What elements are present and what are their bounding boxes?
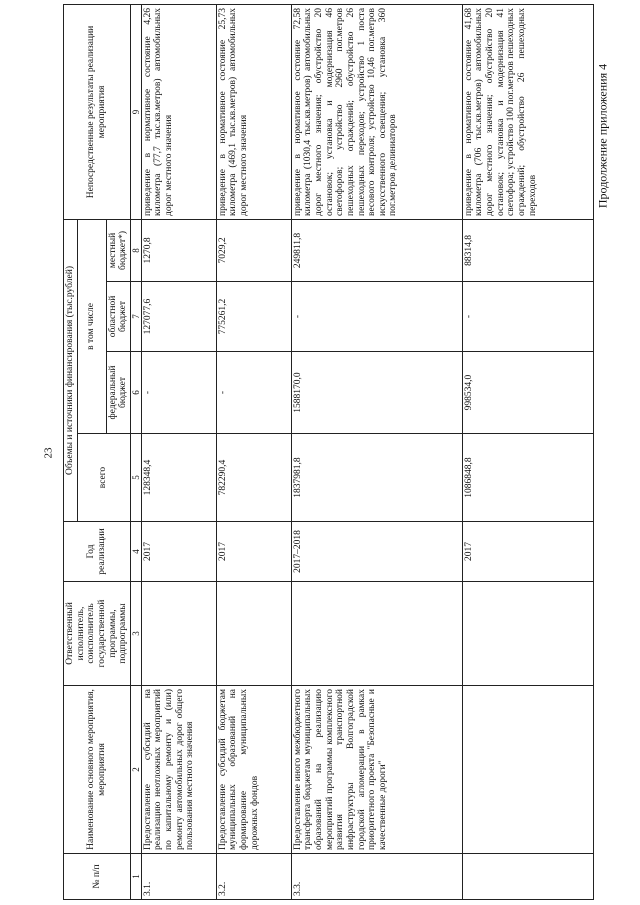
row-regional: 775261,2 (216, 282, 291, 352)
header-federal: федеральный бюджет (106, 352, 130, 434)
col-number: 2 (130, 686, 141, 854)
col-number: 1 (130, 854, 141, 900)
row-federal: - (141, 352, 216, 434)
row-year: 2017 (141, 522, 216, 582)
row-total: 1837981,8 (291, 434, 462, 522)
row-responsible (291, 582, 462, 686)
row-name (462, 686, 593, 854)
col-number: 5 (130, 434, 141, 522)
row-total: 1086848,8 (462, 434, 593, 522)
row-federal: 1588170,0 (291, 352, 462, 434)
row-name: Предоставление иного межбюджетного трансферта бюджетам муниципальных образований на реализацию мероприятий программы комплексного развития транспортной инфраструктуры Волгоградской городской агломерации в рамках приоритетного проекта "Безопасные и качественные дороги" (291, 686, 462, 854)
table-row (141, 4, 216, 899)
col-number: 8 (130, 219, 141, 281)
row-regional: 127077,6 (141, 282, 216, 352)
header-responsible: Ответственный исполнитель, соисполнитель государственной программы, подпрограммы (64, 582, 131, 686)
row-responsible (216, 582, 291, 686)
row-responsible (141, 582, 216, 686)
financing-table (63, 4, 594, 900)
header-including: в том числе (77, 219, 106, 433)
row-number: 3.1. (141, 854, 216, 900)
row-federal: 998534,0 (462, 352, 593, 434)
row-name: Предоставление субсидий на реализацию неотложных мероприятий по капитальному ремонту и (или) ремонту автомобильных дорог общего пользования местного значения (141, 686, 216, 854)
row-local: 1270,8 (141, 219, 216, 281)
page-number-text: 23 (42, 447, 54, 458)
row-name: Предоставление субсидий бюджетам муниципальных образований на формирование муниципальных дорожных фондов (216, 686, 291, 854)
header-year: Год реализации (64, 522, 131, 582)
row-results: приведение в нормативное состояние 25,73 километра (469,1 тыс.кв.метров) автомобильных дорог местного значения (216, 4, 291, 219)
row-total: 782290,4 (216, 434, 291, 522)
continuation-title-text: Продолжение приложения 4 (595, 63, 610, 209)
row-local: 7029,2 (216, 219, 291, 281)
row-regional: - (462, 282, 593, 352)
col-number: 3 (130, 582, 141, 686)
row-local: 249811,8 (291, 219, 462, 281)
row-results: приведение в нормативное состояние 4,26 километра (77,7 тыс.кв.метров) автомобильных дорог местного значения (141, 4, 216, 219)
row-federal: - (216, 352, 291, 434)
col-number: 7 (130, 282, 141, 352)
row-number (462, 854, 593, 900)
header-local: местный бюджет*) (106, 219, 130, 281)
header-total: всего (77, 434, 130, 522)
header-regional: областной бюджет (106, 282, 130, 352)
table-container (63, 5, 587, 900)
row-number: 3.2. (216, 854, 291, 900)
rotated-table-wrapper (63, 5, 587, 900)
column-numbers-row (130, 4, 141, 899)
row-responsible (462, 582, 593, 686)
row-year: 2017–2018 (291, 522, 462, 582)
page-number (37, 0, 59, 905)
row-year: 2017 (216, 522, 291, 582)
table-row (291, 4, 462, 899)
table-row (462, 4, 593, 899)
row-total: 128348,4 (141, 434, 216, 522)
header-name: Наименование основного мероприятия, мероприятия (64, 686, 131, 854)
row-results: приведение в нормативное состояние 72,58 километра (1030,4 тыс.кв.метров) автомобильных дорог местного значения; обустройство 20 остановок; установка и модернизация 46 светофоров; устройство 2960 пог.метров пешеходных ограждений; обустройство 26 пешеходных переходов; устройство 1 поста весового контроля; устройство 10,46 пог.метров искусственного освещения; установка 360 пог.метров делиниаторов (291, 4, 462, 219)
col-number: 4 (130, 522, 141, 582)
row-regional: - (291, 282, 462, 352)
row-number: 3.3. (291, 854, 462, 900)
col-number: 6 (130, 352, 141, 434)
row-local: 88314,8 (462, 219, 593, 281)
header-results: Непосредственные результаты реализации мероприятия (64, 4, 131, 219)
header-funding: Объемы и источники финансирования (тыс.рублей) (64, 219, 78, 521)
header-num: № п/п (64, 854, 131, 900)
col-number: 9 (130, 4, 141, 219)
row-year: 2017 (462, 522, 593, 582)
table-row (216, 4, 291, 899)
row-results: приведение в нормативное состояние 41,68 километра (706 тыс.кв.метров) автомобильных дорог местного значения; обустройство 20 остановок; установка и модернизация 41 светофора; устройство 100 пог.метров пешеходных ограждений; обустройство 26 пешеходных переходов (462, 4, 593, 219)
